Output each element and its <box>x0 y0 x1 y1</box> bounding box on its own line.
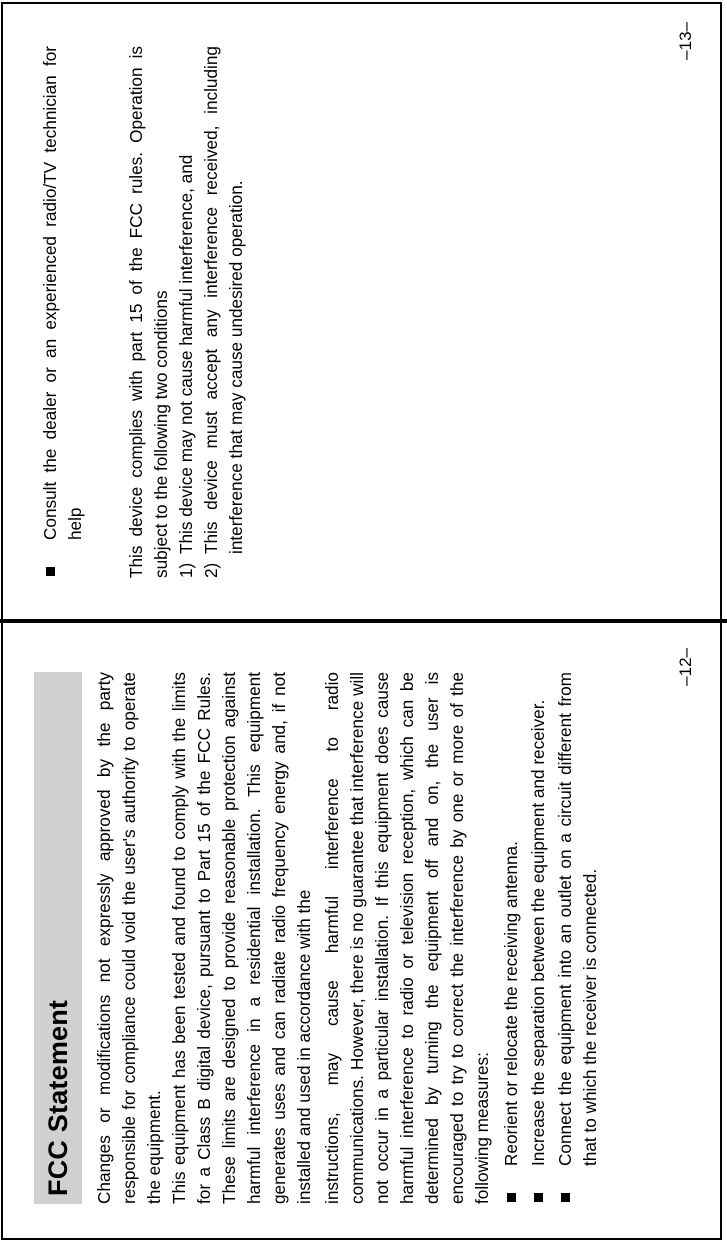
heading-band <box>34 672 82 1204</box>
list-item: Reorient or relocate the receiving antenna. <box>499 672 524 1204</box>
condition-number: 1) <box>176 562 196 578</box>
measures-list <box>499 672 603 1204</box>
list-item <box>199 46 249 578</box>
page-divider <box>0 619 727 623</box>
paragraph-complies: This device complies with part 15 of the FCC rules. Operation is subject to the following two conditions <box>126 46 171 578</box>
list-item: Consult the dealer or an experienced radio/TV technician for help <box>38 46 88 578</box>
list-item <box>174 46 199 578</box>
page-number: –13– <box>676 22 695 60</box>
measures-list-continued <box>38 46 88 578</box>
square-bullet-icon <box>46 567 55 576</box>
square-bullet-icon <box>507 1193 516 1202</box>
condition-text: This device must accept any interference received, including interference that may cause undesired operation. <box>201 46 246 554</box>
paragraph-tested: This equipment has been tested and found to comply with the limits for a Class B digital device, pursuant to Part 15 of the FCC Rules. These limits are designed to provide reasonable protection against harmful interference in a residential installation. This equipment generates uses and can radiate radio frequency energy and, if not installed and used in accordance with the <box>169 672 314 1204</box>
square-bullet-icon <box>561 1193 570 1202</box>
conditions-list <box>174 46 249 578</box>
paragraph-instructions: instructions, may cause harmful interference to radio communications. However, there is no guarantee that interference will not occur in a particular installation. If this equipment does cause harmful interference to radio or television reception, which can be determined by turning the equipment off and on, the user is encouraged to try to correct the interference by one or more of the following measures: <box>322 672 492 1204</box>
manual-page-12 <box>0 638 720 1238</box>
list-item: Connect the equipment into an outlet on a circuit different from that to which the receiver is connected. <box>553 672 603 1204</box>
page-number: –12– <box>676 648 695 686</box>
square-bullet-icon <box>534 1193 543 1202</box>
condition-text: This device may not cause harmful interference, and <box>176 154 196 554</box>
list-item: Increase the separation between the equipment and receiver. <box>526 672 551 1204</box>
condition-number: 2) <box>201 562 221 578</box>
page-title: FCC Statement <box>42 999 73 1196</box>
paragraph-changes: Changes or modifications not expressly approved by the party responsible for compliance could void the user's authority to operate the equipment. <box>94 672 164 1204</box>
manual-page-13 <box>0 12 720 612</box>
